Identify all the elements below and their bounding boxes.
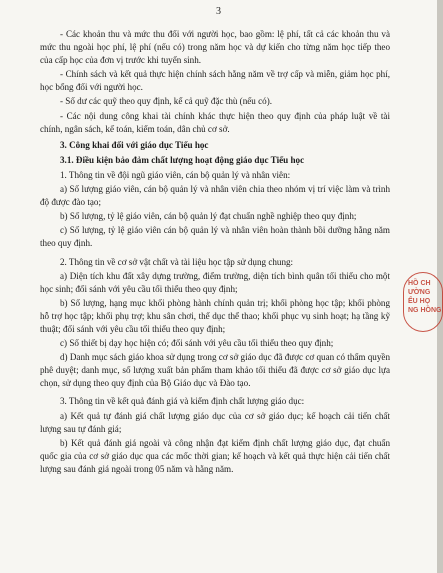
- section-heading-primary: 3. Công khai đối với giáo dục Tiểu học: [60, 139, 209, 150]
- item-2-intro: 2. Thông tin về cơ sở vật chất và tài liệu học tập sử dụng chung:: [60, 256, 294, 267]
- item-2b: b) Số lượng, hạng mục khối phòng hành chính quản trị; khối phòng học tập; khối phòng hỗ trợ học tập; khối phụ trợ; khu sân chơi, thể dục thể thao; khối phục vụ sinh hoạt; hạ tầng kỹ thuật; đối sánh với yêu cầu tối thiểu theo quy định;: [40, 297, 390, 334]
- paragraph-fees: - Các khoản thu và mức thu đối với người học, bao gồm: lệ phí, tất cả các khoản thu và mức thu ngoài học phí, lệ phí (nếu có) trong năm học và dự kiến cho từng năm học tiếp theo của cấp học của đơn vị trước khi tuyển sinh.: [40, 29, 390, 66]
- paragraph-fund-balance: - Số dư các quỹ theo quy định, kể cả quỹ đặc thù (nếu có).: [60, 96, 273, 107]
- paragraph-tuition-policy: - Chính sách và kết quả thực hiện chính sách hằng năm về trợ cấp và miễn, giảm học phí, học bổng đối với người học.: [40, 69, 390, 93]
- document-body: [40, 28, 390, 477]
- item-2a: a) Diện tích khu đất xây dựng trường, điểm trường, diện tích bình quân tối thiểu cho một học sinh; đối sánh với yêu cầu tối thiểu theo quy định;: [40, 270, 390, 294]
- official-stamp: [403, 272, 443, 332]
- stamp-line: ƯỜNG: [408, 289, 431, 296]
- stamp-line: ỂU HỌ: [408, 298, 431, 305]
- stamp-line: HỒ CH: [408, 280, 431, 287]
- item-2c: c) Số thiết bị dạy học hiện có; đối sánh với yêu cầu tối thiểu theo quy định;: [60, 338, 334, 349]
- item-3b: b) Kết quả đánh giá ngoài và công nhận đạt kiểm định chất lượng giáo dục, đạt chuẩn quốc gia của cơ sở giáo dục qua các mốc thời gian; kế hoạch và kết quả thực hiện cải tiến chất lượng sau đánh giá ngoài trong 05 năm và hằng năm.: [40, 437, 390, 474]
- item-3a: a) Kết quả tự đánh giá chất lượng giáo dục của cơ sở giáo dục; kế hoạch cải tiến chất lượng sau tự đánh giá;: [40, 410, 390, 434]
- stamp-line: NG HỒNG: [408, 307, 442, 314]
- item-1a: a) Số lượng giáo viên, cán bộ quản lý và nhân viên chia theo nhóm vị trí việc làm và trình độ được đào tạo;: [40, 184, 390, 208]
- paragraph-other-finance: - Các nội dung công khai tài chính khác thực hiện theo quy định của pháp luật về tài chính, ngân sách, kế toán, kiểm toán, dân chủ cơ sở.: [40, 110, 390, 134]
- item-1b: b) Số lượng, tỷ lệ giáo viên, cán bộ quản lý đạt chuẩn nghề nghiệp theo quy định;: [60, 211, 357, 222]
- item-3-intro: 3. Thông tin về kết quả đánh giá và kiểm định chất lượng giáo dục:: [60, 396, 305, 407]
- item-1c: c) Số lượng, tỷ lệ giáo viên cán bộ quản lý và nhân viên hoàn thành bồi dưỡng hằng năm theo quy định.: [40, 225, 390, 249]
- subsection-heading-conditions: 3.1. Điều kiện bảo đảm chất lượng hoạt động giáo dục Tiểu học: [60, 154, 305, 165]
- item-1-intro: 1. Thông tin về đội ngũ giáo viên, cán bộ quản lý và nhân viên:: [60, 169, 291, 180]
- page-number: 3: [216, 6, 221, 17]
- item-2d: d) Danh mục sách giáo khoa sử dụng trong cơ sở giáo dục đã được cơ quan có thẩm quyền phê duyệt; danh mục, số lượng xuất bản phẩm tham khảo tối thiểu đã được cơ sở giáo dục lựa chọn, sử dụng theo quy định của Bộ Giáo dục và Đào tạo.: [40, 352, 390, 389]
